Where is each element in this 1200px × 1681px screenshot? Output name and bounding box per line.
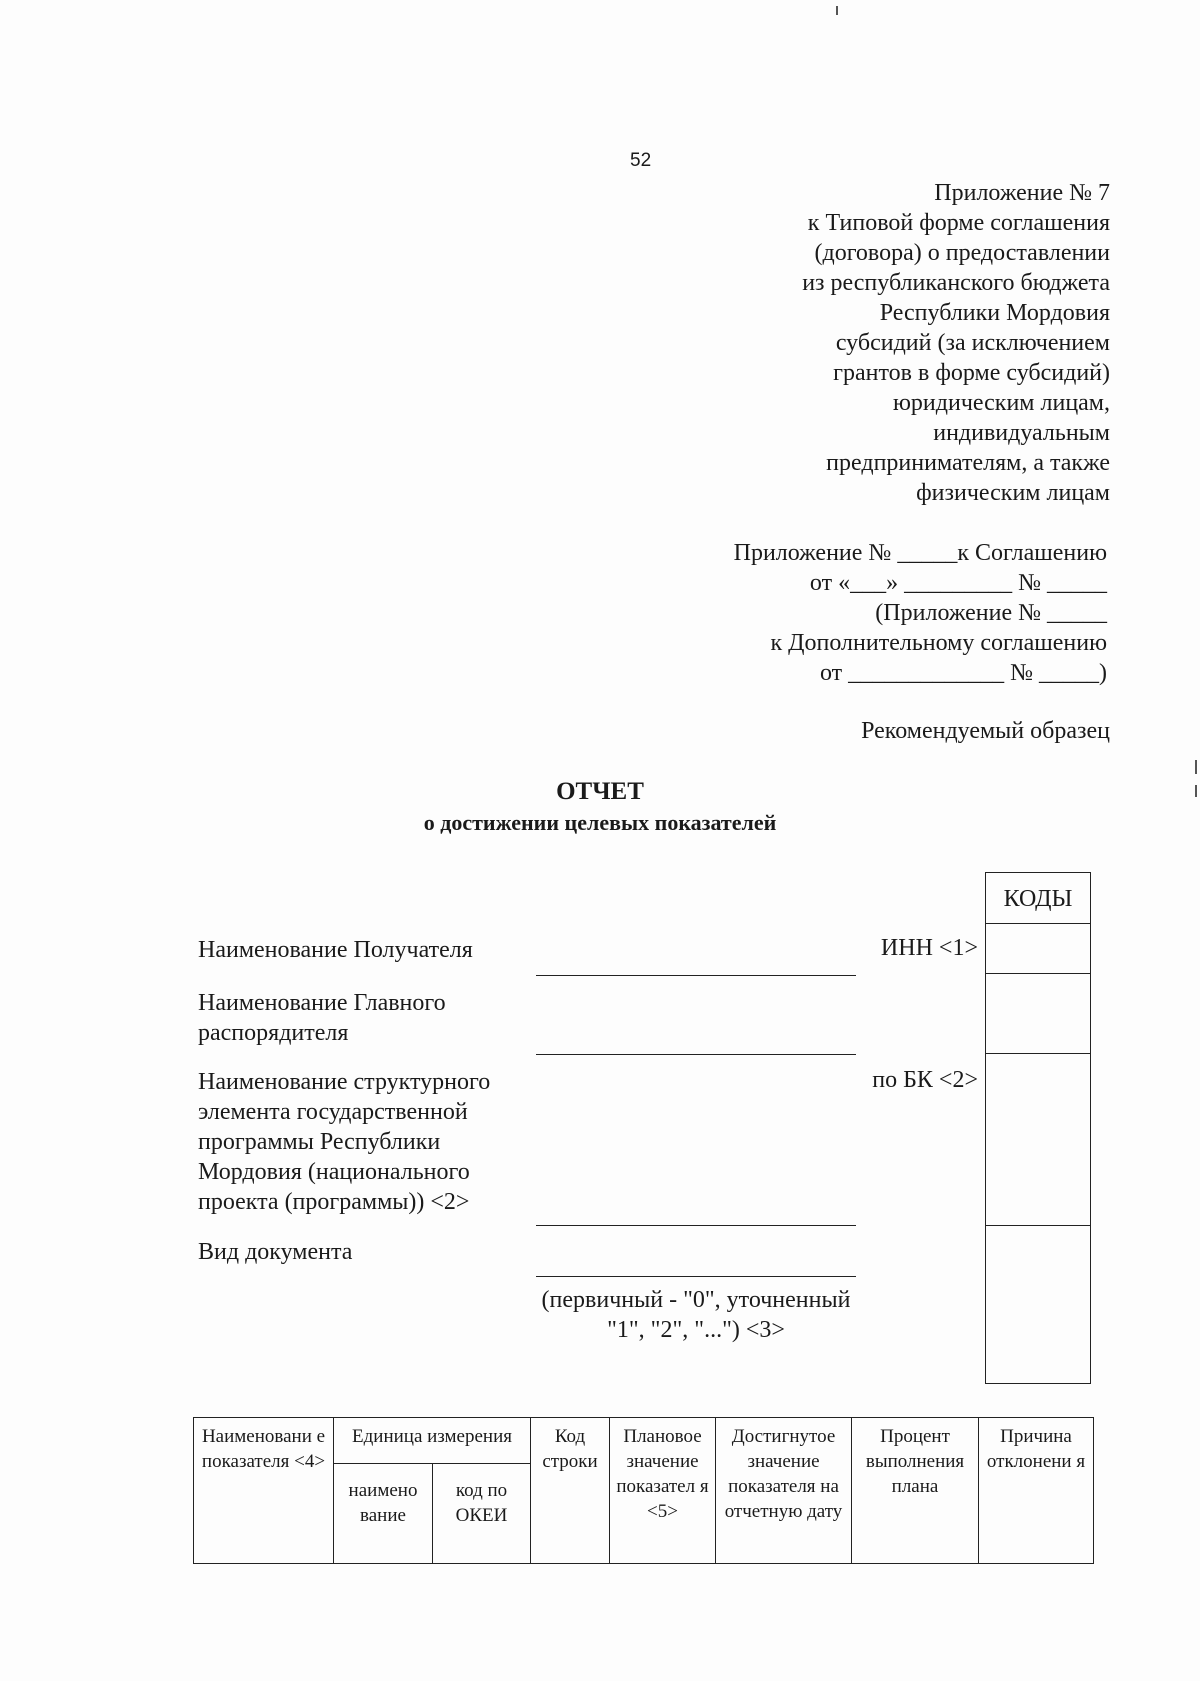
field-label-structural-element: Наименование структурного элемента государственной программы Республики Мордовия (национального проекта (программы)) <2> xyxy=(198,1069,491,1215)
code-cell-document-type xyxy=(986,1225,1090,1383)
scan-artifact xyxy=(836,6,838,15)
agreement-reference xyxy=(547,538,1107,688)
appendix-line: физическим лицам xyxy=(916,480,1110,506)
code-cell-inn xyxy=(986,923,1090,973)
agreement-line: от «___» _________ № _____ xyxy=(809,570,1107,596)
agreement-line: от _____________ № _____) xyxy=(819,660,1107,686)
field-line-recipient[interactable] xyxy=(536,975,856,976)
report-title: ОТЧЕТ xyxy=(556,778,644,805)
table-header-row xyxy=(194,1418,1094,1464)
code-label-inn: ИНН <1> xyxy=(880,935,978,961)
field-label-chief-manager: Наименование Главного распорядителя xyxy=(198,990,446,1046)
scan-artifact xyxy=(1195,760,1197,774)
header-indicator-name: Наименовани е показателя <4> xyxy=(194,1418,334,1564)
field-label-recipient: Наименование Получателя xyxy=(198,937,473,963)
code-cell-chief-manager xyxy=(986,973,1090,1053)
header-unit-okei: код по ОКЕИ xyxy=(433,1464,531,1564)
appendix-line: (договора) о предоставлении xyxy=(814,240,1110,266)
header-reason: Причина отклонени я xyxy=(979,1418,1094,1564)
field-line-chief-manager[interactable] xyxy=(536,1054,856,1055)
header-planned: Плановое значение показател я <5> xyxy=(610,1418,716,1564)
indicators-table xyxy=(193,1417,1094,1564)
appendix-reference xyxy=(550,178,1110,508)
appendix-line: юридическим лицам, xyxy=(893,390,1110,416)
appendix-line: из республиканского бюджета xyxy=(802,270,1110,296)
appendix-line: индивидуальным xyxy=(933,420,1110,446)
code-label-bk: по БК <2> xyxy=(872,1067,978,1093)
appendix-line: Республики Мордовия xyxy=(879,300,1110,326)
page-number: 52 xyxy=(630,150,652,171)
code-cell-bk xyxy=(986,1053,1090,1225)
appendix-line: к Типовой форме соглашения xyxy=(807,210,1110,236)
field-line-structural-element[interactable] xyxy=(536,1225,856,1226)
agreement-line: к Дополнительному соглашению xyxy=(770,630,1107,656)
header-unit: Единица измерения xyxy=(334,1418,531,1464)
header-achieved: Достигнутое значение показателя на отчетную дату xyxy=(716,1418,852,1564)
header-percent: Процент выполнения плана xyxy=(852,1418,979,1564)
field-label-document-type: Вид документа xyxy=(198,1239,353,1265)
field-line-document-type[interactable] xyxy=(536,1276,856,1277)
appendix-line: предпринимателям, а также xyxy=(826,450,1110,476)
agreement-line: Приложение № _____к Соглашению xyxy=(733,540,1107,566)
appendix-line: грантов в форме субсидий) xyxy=(833,360,1110,386)
recommended-sample-label: Рекомендуемый образец xyxy=(861,718,1110,744)
header-row-code: Код строки xyxy=(531,1418,610,1564)
appendix-line: Приложение № 7 xyxy=(934,180,1110,206)
appendix-line: субсидий (за исключением xyxy=(835,330,1110,356)
header-unit-name: наимено вание xyxy=(334,1464,433,1564)
report-subtitle: о достижении целевых показателей xyxy=(423,810,777,835)
codes-column xyxy=(985,872,1091,1384)
agreement-line: (Приложение № _____ xyxy=(875,600,1107,626)
codes-header: КОДЫ xyxy=(1003,886,1073,912)
document-type-note: (первичный - "0", уточненный "1", "2", "...") <3> xyxy=(541,1287,851,1343)
